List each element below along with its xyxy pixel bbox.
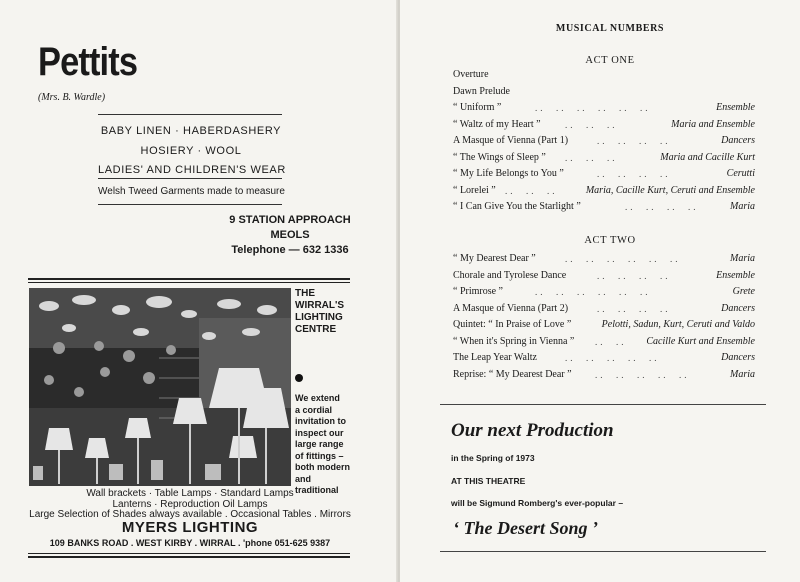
act-one-heading: ACT ONE xyxy=(585,55,635,66)
bullet-dot xyxy=(295,374,303,382)
next-production-line: will be Sigmund Romberg's ever-popular – xyxy=(451,498,624,508)
divider-light xyxy=(28,553,350,554)
number-performer: Maria, Cacille Kurt, Ceruti and Ensemble xyxy=(585,184,755,196)
address-line: 9 STATION APPROACH xyxy=(229,214,351,226)
pettits-address xyxy=(210,213,370,258)
act-one-list xyxy=(453,67,755,216)
number-performer: Cacille Kurt and Ensemble xyxy=(646,335,755,347)
divider xyxy=(98,204,282,205)
act-two-list xyxy=(453,251,755,383)
address-line: MEOLS xyxy=(270,229,310,241)
invite-line: a cordial xyxy=(295,404,333,415)
number-title: Dawn Prelude xyxy=(453,85,510,97)
product-line: Wall brackets · Table Lamps · Standard Lamps xyxy=(86,488,294,499)
leader-dots: .. .. .. .. xyxy=(625,202,699,212)
list-item xyxy=(453,350,755,367)
phone-line: Telephone — 632 1336 xyxy=(231,244,349,256)
number-performer: Maria and Ensemble xyxy=(671,118,755,130)
number-performer: Dancers xyxy=(721,302,755,314)
leader-dots: .. .. xyxy=(595,336,627,347)
number-title: A Masque of Vienna (Part 1) xyxy=(453,135,569,146)
list-item xyxy=(453,251,755,268)
list-item xyxy=(453,284,755,301)
number-title: Quintet: “ In Praise of Love ” xyxy=(453,319,572,330)
number-title: The Leap Year Waltz xyxy=(453,352,537,363)
number-title: Reprise: “ My Dearest Dear ” xyxy=(453,368,572,380)
divider xyxy=(98,114,282,115)
myers-address: 109 BANKS ROAD . WEST KIRBY . WIRRAL . 'phone 051-625 9387 xyxy=(49,538,331,548)
wirral-lighting-centre xyxy=(295,288,357,336)
list-item xyxy=(453,150,755,167)
leader-dots: .. .. .. .. .. .. xyxy=(565,254,681,264)
myers-products xyxy=(22,489,358,521)
number-performer: Pelotti, Sadun, Kurt, Ceruti and Valdo xyxy=(601,319,755,330)
list-item xyxy=(453,84,755,101)
invite-line: traditional xyxy=(295,485,339,495)
list-item xyxy=(453,367,755,384)
number-performer: Dancers xyxy=(721,135,755,146)
product-line: Large Selection of Shades always available . Occasional Tables . Mirrors xyxy=(29,509,351,520)
number-title: “ My Life Belongs to You ” xyxy=(453,168,564,179)
leader-dots: .. .. .. .. .. .. xyxy=(535,103,651,113)
musical-numbers-title: MUSICAL NUMBERS xyxy=(555,23,665,34)
number-performer: Maria xyxy=(730,368,755,380)
divider-light xyxy=(28,282,350,283)
invitation-text xyxy=(295,393,357,497)
list-item xyxy=(453,100,755,117)
leader-dots: .. .. .. .. xyxy=(597,303,671,314)
number-performer: Maria and Cacille Kurt xyxy=(660,151,755,163)
number-title: “ Waltz of my Heart ” xyxy=(453,118,541,130)
number-performer: Maria xyxy=(730,201,755,212)
invite-line: We extend xyxy=(295,393,340,403)
act-two-heading: ACT TWO xyxy=(584,235,636,246)
number-performer: Ensemble xyxy=(716,269,755,281)
divider xyxy=(440,551,766,552)
list-item xyxy=(453,166,755,183)
divider xyxy=(98,178,282,179)
list-item xyxy=(453,133,755,150)
number-title: “ Lorelei ” xyxy=(453,184,496,196)
list-item xyxy=(453,317,755,334)
number-title: “ Primrose ” xyxy=(453,286,503,297)
leader-dots: .. .. .. xyxy=(565,119,618,130)
list-item xyxy=(453,67,755,84)
leader-dots: .. .. .. .. xyxy=(597,136,671,146)
goods-line: BABY LINEN · HABERDASHERY xyxy=(100,125,282,137)
number-title: “ When it's Spring in Vienna ” xyxy=(453,335,575,347)
pettits-goods-list xyxy=(98,122,284,181)
goods-line: HOSIERY · WOOL xyxy=(140,144,242,157)
divider-heavy xyxy=(28,278,350,280)
wirral-line: WIRRAL'S xyxy=(295,300,345,311)
invite-line: both modern xyxy=(295,462,350,472)
list-item xyxy=(453,199,755,216)
pettits-subtitle: (Mrs. B. Wardle) xyxy=(38,92,106,103)
list-item xyxy=(453,117,755,134)
next-production-line: in the Spring of 1973 xyxy=(451,453,535,463)
number-performer: Ensemble xyxy=(716,102,755,113)
number-title: Chorale and Tyrolese Dance xyxy=(453,269,567,281)
leader-dots: .. .. .. xyxy=(505,185,558,196)
number-title: “ My Dearest Dear ” xyxy=(453,253,536,264)
list-item xyxy=(453,301,755,318)
pettits-tagline: Welsh Tweed Garments made to measure xyxy=(98,186,285,197)
leader-dots: .. .. .. .. xyxy=(597,270,671,281)
leader-dots: .. .. .. .. .. xyxy=(595,369,690,380)
divider-heavy xyxy=(28,556,350,558)
divider xyxy=(440,404,766,405)
list-item xyxy=(453,183,755,200)
list-item xyxy=(453,334,755,351)
leader-dots: .. .. .. .. .. .. xyxy=(535,287,651,297)
desert-song-title: ‘ The Desert Song ’ xyxy=(453,518,598,538)
leader-dots: .. .. .. .. xyxy=(597,169,671,179)
number-performer: Grete xyxy=(732,286,755,297)
list-item xyxy=(453,268,755,285)
next-production-title: Our next Production xyxy=(451,420,614,441)
goods-line: LADIES' AND CHILDREN'S WEAR xyxy=(98,164,286,176)
pettits-title: Pettits xyxy=(38,40,138,84)
number-title: “ Uniform ” xyxy=(453,102,502,113)
number-performer: Maria xyxy=(730,253,755,264)
number-title: “ The Wings of Sleep ” xyxy=(453,151,546,163)
number-performer: Dancers xyxy=(721,352,755,363)
wirral-line: LIGHTING xyxy=(295,312,343,323)
invite-line: large range xyxy=(295,439,344,449)
leader-dots: .. .. .. .. .. xyxy=(565,353,660,363)
leader-dots: .. .. .. xyxy=(565,152,618,163)
next-production-line: AT THIS THEATRE xyxy=(451,476,526,486)
myers-lighting-name: MYERS LIGHTING xyxy=(121,519,259,536)
invite-line: and xyxy=(295,473,312,484)
wirral-line: CENTRE xyxy=(295,324,337,335)
number-performer: Cerutti xyxy=(726,168,755,179)
number-title: A Masque of Vienna (Part 2) xyxy=(453,302,569,314)
invite-line: invitation to xyxy=(295,416,346,426)
number-title: Overture xyxy=(453,69,489,80)
number-title: “ I Can Give You the Starlight ” xyxy=(453,201,581,212)
invite-line: of fittings – xyxy=(295,450,344,461)
wirral-line: THE xyxy=(295,288,315,299)
product-line: Lanterns · Reproduction Oil Lamps xyxy=(112,498,268,510)
invite-line: inspect our xyxy=(295,427,344,438)
lighting-photo-illustration xyxy=(29,288,291,486)
lighting-shop-photo xyxy=(29,288,291,486)
